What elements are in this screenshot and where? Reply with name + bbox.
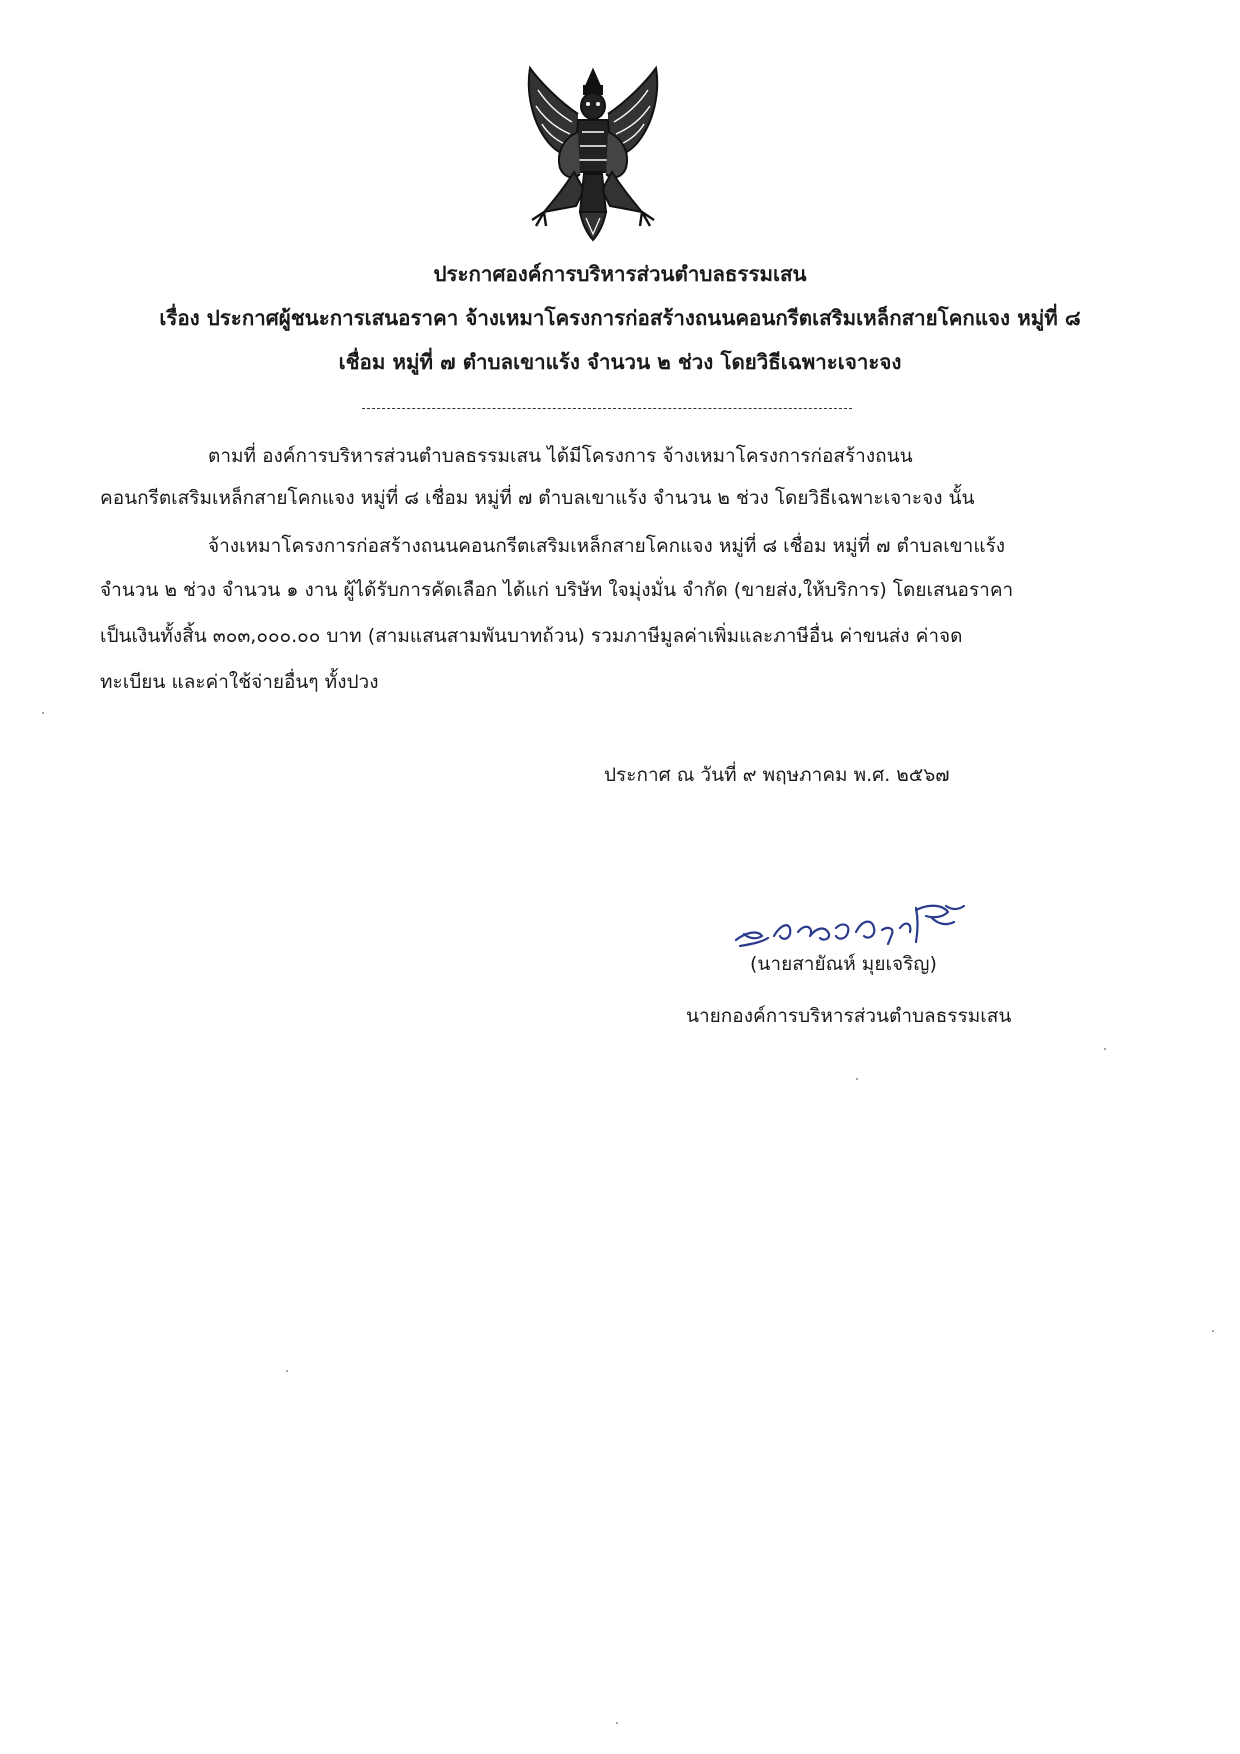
document-title: ประกาศองค์การบริหารส่วนตำบลธรรมเสน [433, 262, 807, 286]
scan-speck [1212, 1330, 1214, 1332]
signer-position: นายกองค์การบริหารส่วนตำบลธรรมเสน [686, 1005, 1012, 1027]
body-line-3: จ้างเหมาโครงการก่อสร้างถนนคอนกรีตเสริมเหล็กสายโคกแจง หมู่ที่ ๘ เชื่อม หมู่ที่ ๗ ตำบลเขาแร้ง [208, 535, 1006, 557]
divider-line [362, 408, 852, 409]
body-line-5: เป็นเงินทั้งสิ้น ๓๐๓,๐๐๐.๐๐ บาท (สามแสนสามพันบาทถ้วน) รวมภาษีมูลค่าเพิ่มและภาษีอื่น ค่าขนส่ง ค่าจด [100, 625, 963, 647]
subject-line-1: เรื่อง ประกาศผู้ชนะการเสนอราคา จ้างเหมาโครงการก่อสร้างถนนคอนกรีตเสริมเหล็กสายโคกแจง หมู่ที่ ๘ [159, 306, 1081, 330]
body-line-1: ตามที่ องค์การบริหารส่วนตำบลธรรมเสน ได้มีโครงการ จ้างเหมาโครงการก่อสร้างถนน [208, 445, 913, 467]
scan-speck [286, 1370, 288, 1372]
scan-speck [42, 712, 44, 714]
garuda-emblem-icon [520, 62, 666, 244]
subject-line-2: เชื่อม หมู่ที่ ๗ ตำบลเขาแร้ง จำนวน ๒ ช่วง โดยวิธีเฉพาะเจาะจง [338, 350, 902, 374]
signer-name: (นายสายัณห์ มุยเจริญ) [750, 953, 937, 975]
announcement-date: ประกาศ ณ วันที่ ๙ พฤษภาคม พ.ศ. ๒๕๖๗ [604, 764, 950, 786]
body-line-6: ทะเบียน และค่าใช้จ่ายอื่นๆ ทั้งปวง [100, 671, 379, 693]
body-line-4: จำนวน ๒ ช่วง จำนวน ๑ งาน ผู้ได้รับการคัดเลือก ได้แก่ บริษัท ใจมุ่งมั่น จำกัด (ขายส่ง,ให้บริการ) โดยเสนอราคา [100, 579, 1014, 601]
scan-speck [1104, 1048, 1106, 1050]
scan-speck [616, 1722, 618, 1724]
body-line-2: คอนกรีตเสริมเหล็กสายโคกแจง หมู่ที่ ๘ เชื่อม หมู่ที่ ๗ ตำบลเขาแร้ง จำนวน ๒ ช่วง โดยวิธีเฉพาะเจาะจง นั้น [100, 487, 975, 509]
scan-speck [856, 1078, 858, 1080]
